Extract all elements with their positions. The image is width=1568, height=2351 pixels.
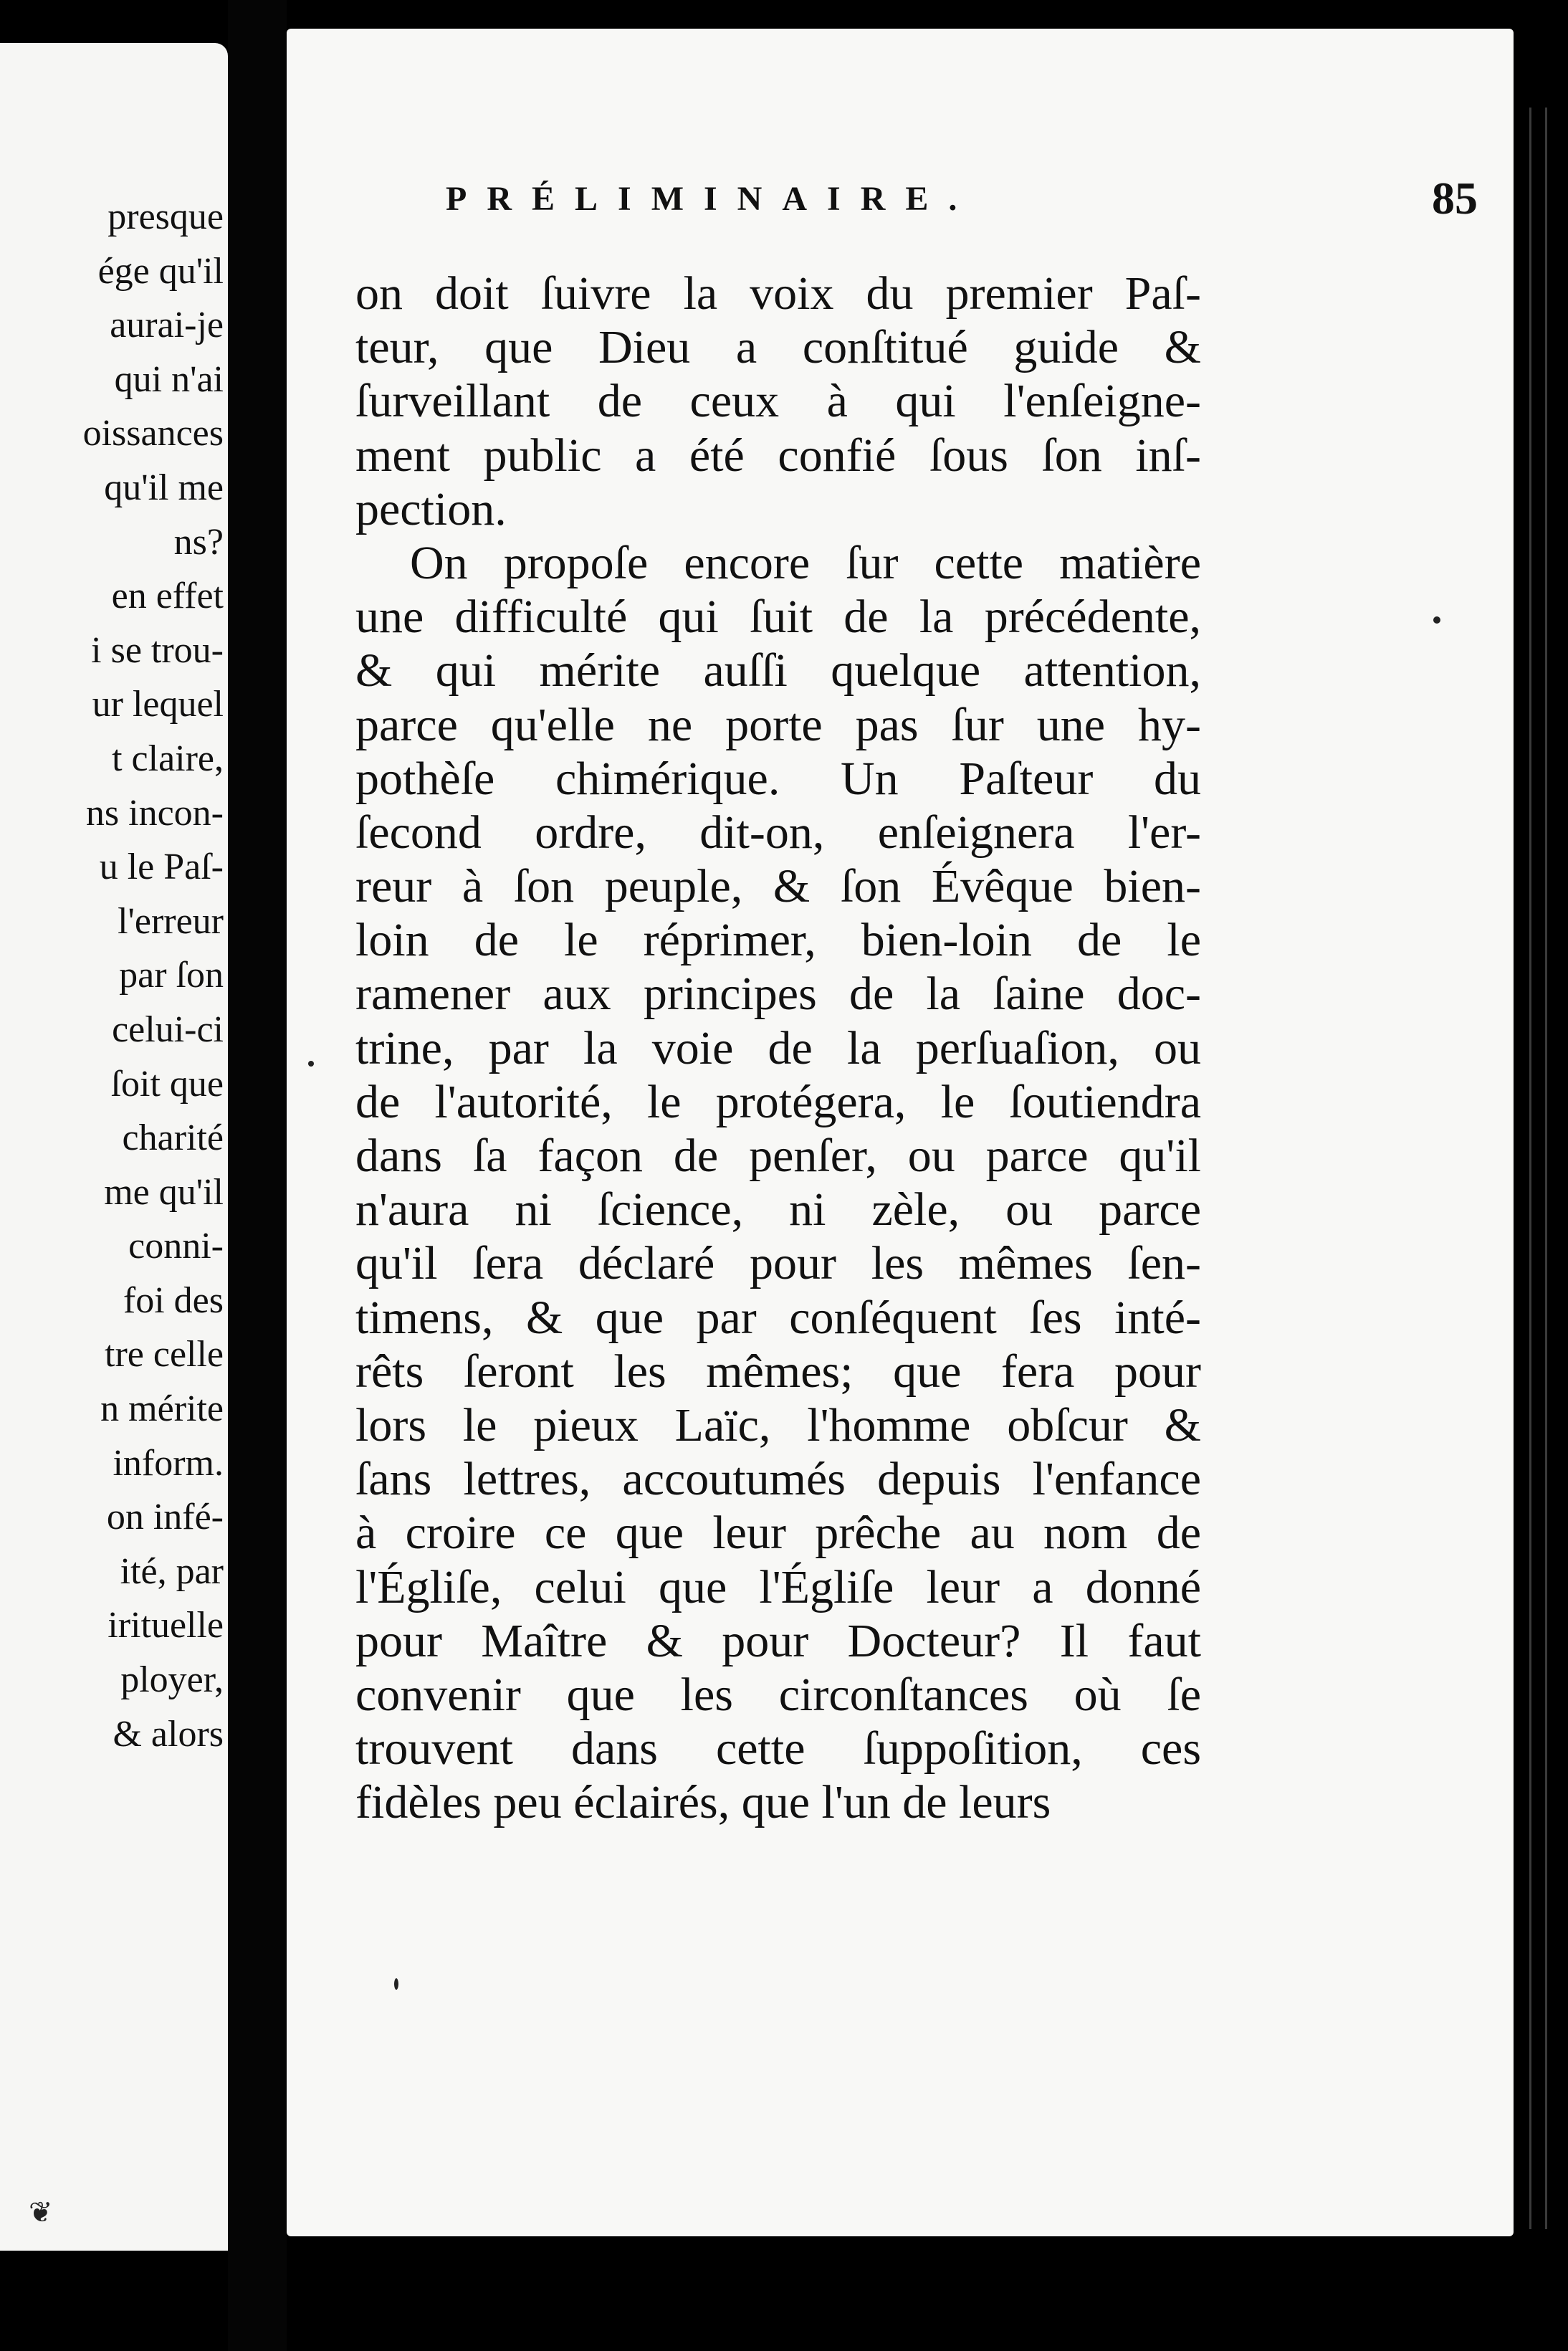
paper-speck [1433, 616, 1440, 624]
text-line: n'aura ni ſcience, ni zèle, ou parce [355, 1183, 1201, 1236]
page-number: 85 [1432, 173, 1478, 224]
previous-page-line: qui n'ai [114, 358, 224, 400]
text-line: dans ſa façon de penſer, ou parce qu'il [355, 1130, 1201, 1182]
previous-page-line: aurai-je [110, 305, 224, 346]
previous-page-line: t claire, [112, 738, 224, 779]
text-line: timens, & que par conſéquent ſes inté- [355, 1291, 1201, 1344]
previous-page-line: presque [107, 196, 224, 237]
page-edge [1514, 43, 1568, 2251]
previous-page-line: on infé- [106, 1497, 224, 1538]
current-page [287, 29, 1514, 2236]
text-line: reur à ſon peuple, & ſon Évêque bien- [355, 860, 1201, 913]
text-line: parce qu'elle ne porte pas ſur une hy- [355, 698, 1201, 751]
text-line: pour Maître & pour Docteur? Il faut [355, 1614, 1201, 1667]
text-line: trine, par la voie de la perſuaſion, ou [355, 1021, 1201, 1074]
previous-page-line: n mérite [100, 1388, 224, 1430]
previous-page-line: me qu'il [104, 1171, 224, 1213]
text-line: ſurveillant de ceux à qui l'enſeigne- [355, 375, 1201, 428]
text-line: loin de le réprimer, bien-loin de le [355, 914, 1201, 967]
library-stamp-mark: ❦ [29, 2196, 53, 2228]
previous-page-line: par ſon [119, 955, 224, 996]
previous-page-line: oissances [82, 413, 224, 454]
text-line: une difficulté qui ſuit de la précédente, [355, 591, 1201, 644]
text-line: trouvent dans cette ſuppoſition, ces [355, 1722, 1201, 1775]
previous-page-line: qu'il me [104, 467, 224, 508]
book-gutter [228, 0, 287, 2351]
previous-page-line: irituelle [107, 1605, 224, 1646]
previous-page [0, 43, 228, 2251]
text-line: on doit ſuivre la voix du premier Paſ- [355, 267, 1201, 320]
previous-page-line: charité [122, 1117, 224, 1159]
previous-page-line: u le Paſ- [99, 847, 224, 888]
previous-page-line: ſoit que [110, 1063, 224, 1105]
text-line: ramener aux principes de la ſaine doc- [355, 968, 1201, 1021]
previous-page-line: ur lequel [92, 684, 224, 725]
text-line: teur, que Dieu a conſtitué guide & [355, 321, 1201, 374]
previous-page-line: ité, par [120, 1550, 224, 1592]
page-header [446, 172, 1478, 229]
page-edge-line [1545, 108, 1547, 2229]
previous-page-line: inform. [113, 1442, 224, 1484]
previous-page-line: & alors [113, 1713, 224, 1755]
text-line: pection. [355, 482, 507, 535]
running-head: PRÉLIMINAIRE. [446, 180, 977, 218]
text-line: & qui mérite auſſi quelque attention, [355, 644, 1201, 697]
text-line: fidèles peu éclairés, que l'un de leurs [355, 1776, 1051, 1829]
text-line: ſecond ordre, dit-on, enſeignera l'er- [355, 806, 1201, 859]
previous-page-line: ége qu'il [97, 250, 224, 292]
text-line: l'Égliſe, celui que l'Égliſe leur a donné [355, 1560, 1201, 1613]
previous-page-text [0, 190, 224, 1761]
text-line: rêts ſeront les mêmes; que fera pour [355, 1345, 1201, 1398]
text-line: de l'autorité, le protégera, le ſoutiendra [355, 1075, 1201, 1128]
text-line: ment public a été confié ſous ſon inſ- [355, 429, 1201, 482]
text-line: lors le pieux Laïc, l'homme obſcur & [355, 1398, 1201, 1451]
text-line: ſans lettres, accoutumés depuis l'enfance [355, 1453, 1201, 1506]
previous-page-line: i se trou- [91, 629, 224, 671]
text-line: qu'il ſera déclaré pour les mêmes ſen- [355, 1237, 1201, 1290]
previous-page-line: conni- [128, 1226, 224, 1267]
previous-page-line: tre celle [105, 1334, 224, 1375]
previous-page-line: en effet [111, 576, 224, 617]
paper-speck [394, 1978, 398, 1990]
text-line: pothèſe chimérique. Un Paſteur du [355, 752, 1201, 805]
text-line: à croire ce que leur prêche au nom de [355, 1507, 1201, 1560]
previous-page-line: ns incon- [85, 792, 224, 834]
page-body-text [355, 267, 1201, 1829]
text-line: convenir que les circonſtances où ſe [355, 1668, 1201, 1721]
previous-page-line: ns? [173, 521, 224, 563]
previous-page-line: ployer, [120, 1659, 224, 1701]
previous-page-line: foi des [123, 1279, 224, 1321]
previous-page-line: l'erreur [118, 900, 224, 942]
page-edge-line [1529, 108, 1531, 2229]
text-line: On propoſe encore ſur cette matière [410, 536, 1201, 589]
previous-page-line: celui-ci [112, 1008, 224, 1050]
paper-speck [308, 1061, 314, 1067]
